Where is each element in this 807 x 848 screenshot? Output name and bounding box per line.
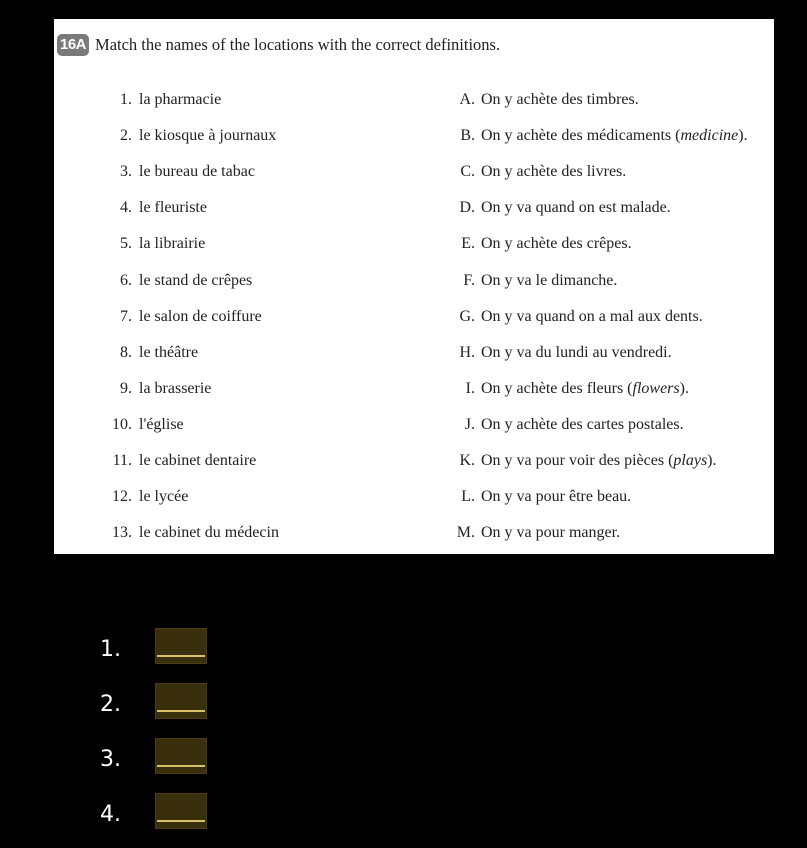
location-name: la pharmacie — [139, 91, 222, 109]
definition-text — [481, 452, 717, 470]
location-item — [94, 118, 279, 154]
location-name: la librairie — [139, 235, 206, 253]
definition-text — [481, 199, 671, 217]
location-item — [94, 299, 279, 335]
definition-letter: C. — [460, 163, 475, 181]
location-number: 5. — [120, 235, 132, 253]
location-name: le kiosque à journaux — [139, 127, 277, 145]
definition-letter: M. — [456, 524, 475, 542]
definition-letter: L. — [461, 488, 475, 506]
location-item — [94, 335, 279, 371]
definition-main: On y achète des cartes postales. — [481, 415, 684, 433]
answer-blank-input[interactable] — [155, 628, 207, 664]
definition-item — [447, 118, 748, 154]
definition-letter: E. — [461, 235, 475, 253]
location-item — [94, 443, 279, 479]
definition-text — [481, 488, 631, 506]
answer-number: 1. — [100, 637, 121, 662]
answer-number: 2. — [100, 692, 121, 717]
definition-closing: ). — [679, 379, 689, 397]
definition-text — [481, 344, 672, 362]
definition-item — [447, 371, 748, 407]
definition-text — [481, 235, 632, 253]
location-number: 7. — [120, 307, 132, 325]
definition-letter: H. — [459, 343, 475, 361]
definition-letter: D. — [459, 199, 475, 217]
exercise-instructions: Match the names of the locations with the correct definitions. — [95, 35, 501, 54]
location-number: 13. — [112, 524, 132, 542]
location-number: 4. — [120, 199, 132, 217]
definition-letter: F. — [463, 271, 475, 289]
location-name: le fleuriste — [139, 199, 207, 217]
definition-main: On y va quand on est malade. — [481, 199, 671, 217]
definition-letter: K. — [459, 451, 475, 469]
location-number: 3. — [120, 163, 132, 181]
definition-main: On y achète des fleurs ( — [481, 379, 633, 397]
location-number: 2. — [120, 127, 132, 145]
location-number: 8. — [120, 343, 132, 361]
definition-letter: B. — [460, 127, 475, 145]
definition-item — [447, 262, 748, 298]
location-name: le bureau de tabac — [139, 163, 255, 181]
answer-blank-input[interactable] — [155, 683, 207, 719]
definition-item — [447, 82, 748, 118]
definitions-list — [447, 82, 748, 551]
definition-text — [481, 524, 620, 542]
location-item — [94, 479, 279, 515]
definition-closing: ). — [707, 451, 717, 469]
definition-item — [447, 443, 748, 479]
location-name: le salon de coiffure — [139, 307, 262, 325]
definition-translation: plays — [673, 451, 708, 469]
definition-main: On y va pour manger. — [481, 524, 621, 542]
answer-blank-input[interactable] — [155, 738, 207, 774]
definition-item — [447, 154, 748, 190]
location-name: le théâtre — [139, 343, 199, 361]
definition-closing: ). — [738, 127, 748, 145]
definition-main: On y va pour voir des pièces ( — [481, 451, 674, 469]
location-item — [94, 407, 279, 443]
definition-text — [481, 163, 626, 181]
definition-main: On y va quand on a mal aux dents. — [481, 307, 703, 325]
definition-item — [447, 226, 748, 262]
definition-text — [481, 127, 748, 145]
answer-number: 3. — [100, 747, 121, 772]
definition-main: On y va le dimanche. — [481, 271, 618, 289]
definition-main: On y va du lundi au vendredi. — [481, 343, 672, 361]
definition-main: On y achète des médicaments ( — [481, 127, 681, 145]
definition-item — [447, 299, 748, 335]
definition-letter: G. — [459, 307, 475, 325]
definition-text — [481, 91, 639, 109]
definition-main: On y va pour être beau. — [481, 488, 632, 506]
definition-item — [447, 190, 748, 226]
definition-text — [481, 416, 684, 434]
definition-main: On y achète des timbres. — [481, 91, 639, 109]
exercise-panel — [54, 19, 774, 554]
location-item — [94, 262, 279, 298]
location-item — [94, 226, 279, 262]
location-name: l'église — [139, 415, 184, 433]
definition-translation: flowers — [632, 379, 680, 397]
answer-blank-input[interactable] — [155, 793, 207, 829]
definition-translation: medicine — [680, 127, 739, 145]
location-number: 11. — [112, 451, 132, 469]
definition-text — [481, 380, 689, 398]
location-number: 1. — [120, 91, 132, 109]
location-name: la brasserie — [139, 379, 212, 397]
answer-row — [100, 738, 207, 793]
definition-item — [447, 515, 748, 551]
definition-letter: A. — [459, 91, 475, 109]
exercise-badge: 16A — [57, 34, 89, 56]
location-item — [94, 82, 279, 118]
answer-number: 4. — [100, 802, 121, 827]
exercise-header — [57, 34, 500, 56]
location-name: le cabinet dentaire — [139, 451, 257, 469]
location-item — [94, 190, 279, 226]
definition-item — [447, 479, 748, 515]
definition-item — [447, 407, 748, 443]
answer-row — [100, 628, 207, 683]
location-number: 6. — [120, 271, 132, 289]
location-item — [94, 371, 279, 407]
answer-row — [100, 683, 207, 738]
definition-letter: J. — [464, 415, 475, 433]
location-name: le cabinet du médecin — [139, 524, 279, 542]
location-number: 10. — [112, 415, 132, 433]
definition-item — [447, 335, 748, 371]
definition-main: On y achète des livres. — [481, 163, 627, 181]
answer-row — [100, 793, 207, 848]
location-number: 12. — [112, 488, 132, 506]
location-item — [94, 515, 279, 551]
definition-text — [481, 272, 617, 290]
answer-list — [100, 628, 207, 848]
location-name: le stand de crêpes — [139, 271, 253, 289]
location-item — [94, 154, 279, 190]
definition-main: On y achète des crêpes. — [481, 235, 632, 253]
definition-text — [481, 308, 703, 326]
definition-letter: I. — [465, 379, 475, 397]
location-name: le lycée — [139, 488, 189, 506]
locations-list — [94, 82, 279, 551]
location-number: 9. — [120, 379, 132, 397]
